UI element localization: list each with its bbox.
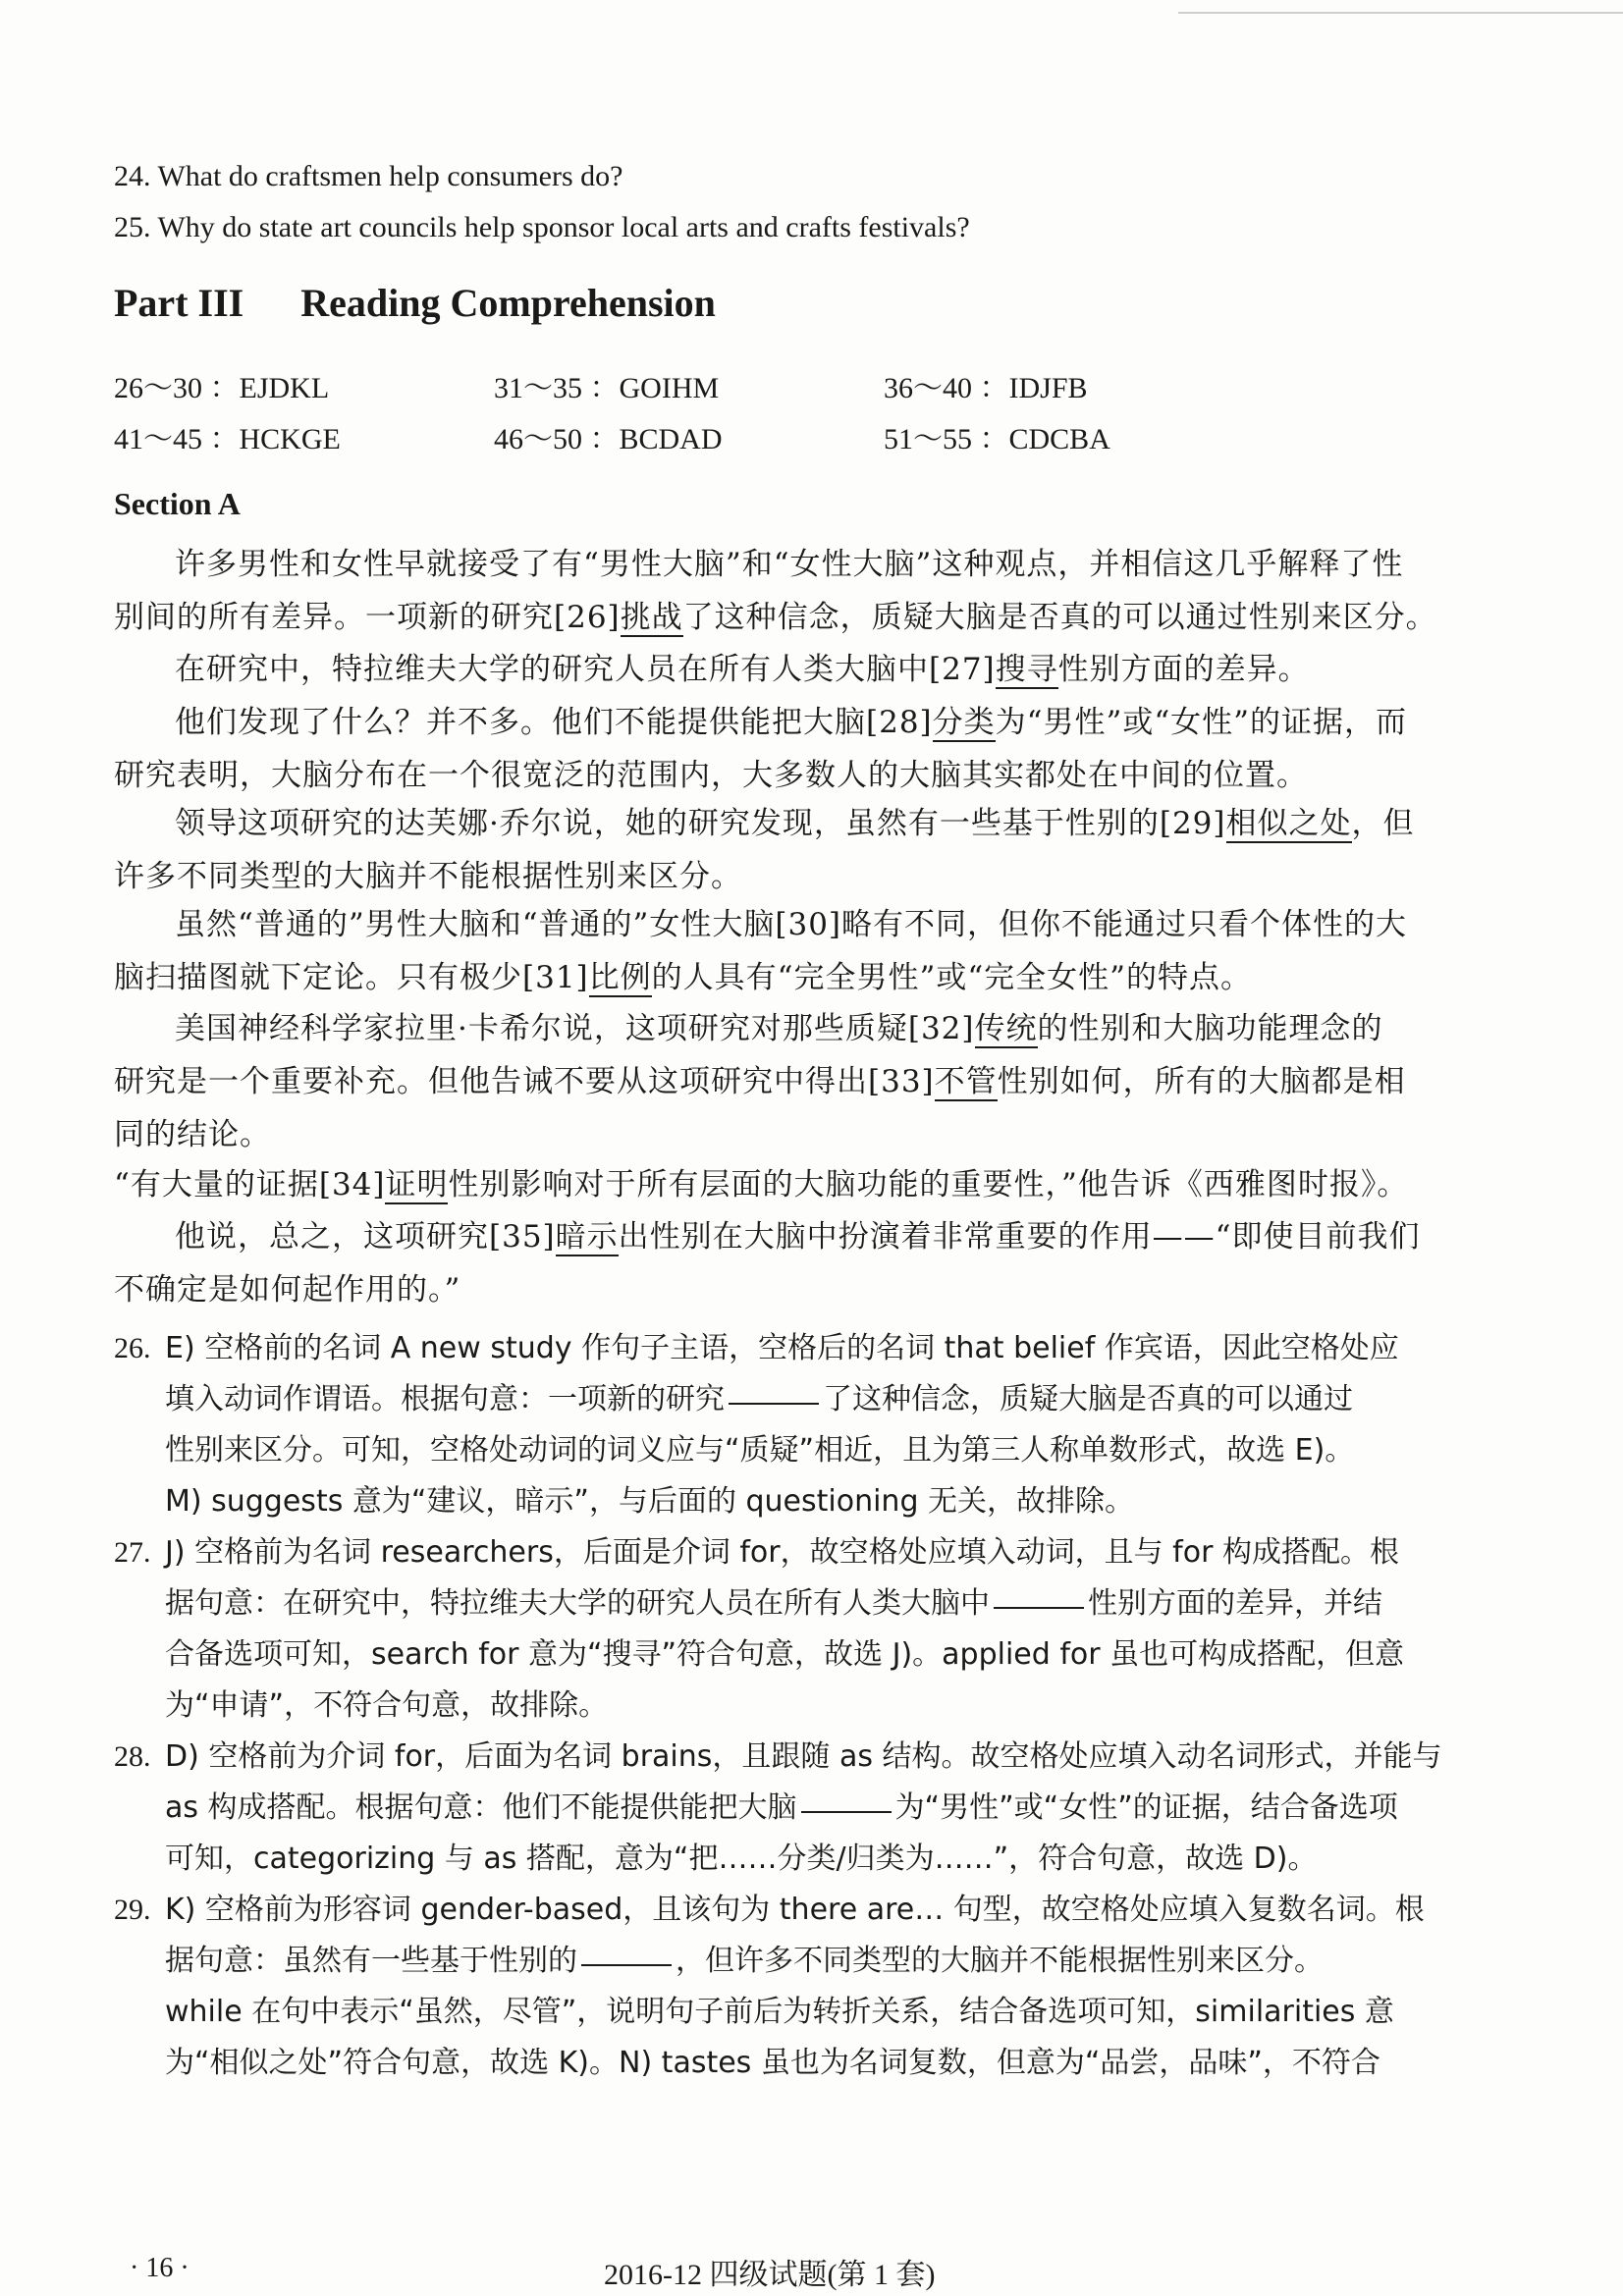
translation-paragraph-3: 他们发现了什么？并不多。他们不能提供能把大脑[28]分类为“男性”或“女性”的证据，而 研究表明，大脑分布在一个很宽泛的范围内，大多数人的大脑其实都处在中间的位置。 <box>114 705 1408 793</box>
answer-key-26-30: 26～30 ：EJDKL <box>114 372 330 404</box>
explanation-number: 27. <box>114 1536 151 1569</box>
question-25: 25. Why do state art councils help sponsor local arts and crafts festivals? <box>114 211 970 243</box>
answer-key-46-50: 46～50 ：BCDAD <box>494 423 723 455</box>
answer-underline-27: 搜寻 <box>995 652 1058 687</box>
translation-paragraph-1: 许多男性和女性早就接受了有“男性大脑”和“女性大脑”这种观点，并相信这几乎解释了性 别间的所有差异。一项新的研究[26]挑战了这种信念，质疑大脑是否真的可以通过性别来区分。 <box>114 547 1437 635</box>
blank-line <box>801 1810 892 1813</box>
answer-underline-33: 不管 <box>934 1064 998 1099</box>
translation-paragraph-8: 他说，总之，这项研究[35]暗示出性别在大脑中扮演着非常重要的作用——“即使目前我们 不确定是如何起作用的。” <box>114 1219 1421 1308</box>
part-title: Reading Comprehension <box>300 281 716 325</box>
explanation-26: 26. E) 空格前的名词 A new study 作句子主语，空格后的名词 that belief 作宾语，因此空格处应 填入动词作谓语。根据句意：一项新的研究 了这种信念，质疑大脑是否真的可以通过 性别来区分。可知，空格处动词的词义应与“质疑”相近，且为第三人称单数形式，故选 E)。 M) suggests 意为“建议，暗示”，与后面的 questioning 无关，故排除。 <box>114 1323 1479 1374</box>
translation-paragraph-2: 在研究中，特拉维夫大学的研究人员在所有人类大脑中[27]搜寻性别方面的差异。 <box>175 652 1310 687</box>
explanation-29: 29. K) 空格前为形容词 gender-based，且该句为 there are… 句型，故空格处应填入复数名词。根 据句意：虽然有一些基于性别的 ，但许多不同类型的大脑并不能根据性别来区分。 while 在句中表示“虽然，尽管”，说明句子前后为转折关系，结合备选项可知，similarities 意 为“相似之处”符合句意，故选 K)。N) tastes 虽也为名词复数，但意为“品尝，品味”，不符合 <box>114 1885 1479 1936</box>
translation-paragraph-6: 美国神经科学家拉里·卡希尔说，这项研究对那些质疑[32]传统的性别和大脑功能理念的 研究是一个重要补充。但他告诫不要从这项研究中得出[33]不管性别如何，所有的大脑都是相 同的结论。 <box>114 1011 1406 1152</box>
answer-key-51-55: 51～55 ：CDCBA <box>884 423 1110 455</box>
answer-key-31-35: 31～35 ：GOIHM <box>494 372 720 404</box>
translation-paragraph-7: “有大量的证据[34]证明性别影响对于所有层面的大脑功能的重要性，”他告诉《西雅图时报》。 <box>114 1167 1409 1202</box>
footer-title: 2016-12 四级试题(第 1 套) <box>604 2259 936 2291</box>
translation-paragraph-5: 虽然“普通的”男性大脑和“普通的”女性大脑[30]略有不同，但你不能通过只看个体性的大 脑扫描图就下定论。只有极少[31]比例的人具有“完全男性”或“完全女性”的特点。 <box>114 907 1408 995</box>
answer-underline-31: 比例 <box>588 960 652 995</box>
explanation-number: 29. <box>114 1894 151 1926</box>
answer-key-41-45: 41～45 ：HCKGE <box>114 423 341 455</box>
explanation-number: 28. <box>114 1740 151 1773</box>
scan-edge-line <box>1178 12 1623 14</box>
answer-underline-35: 暗示 <box>555 1219 619 1255</box>
blank-line <box>994 1606 1084 1609</box>
page-number: · 16 · <box>130 2253 189 2283</box>
question-24: 24. What do craftsmen help consumers do? <box>114 160 623 192</box>
explanation-28: 28. D) 空格前为介词 for，后面为名词 brains，且跟随 as 结构。故空格处应填入动名词形式，并能与 as 构成搭配。根据句意：他们不能提供能把大脑 为“男性”或“女性”的证据，结合备选项 可知，categorizing 与 as 搭配，意为“把……分类/归类为……”，符合句意，故选 D)。 <box>114 1732 1479 1783</box>
blank-line <box>581 1963 672 1966</box>
section-heading: Section A <box>114 486 241 521</box>
translation-paragraph-4: 领导这项研究的达芙娜·乔尔说，她的研究发现，虽然有一些基于性别的[29]相似之处，但 许多不同类型的大脑并不能根据性别来区分。 <box>114 806 1415 894</box>
blank-line <box>729 1402 819 1405</box>
answer-underline-29: 相似之处 <box>1225 806 1352 841</box>
explanation-27: 27. J) 空格前为名词 researchers，后面是介词 for，故空格处应填入动词，且与 for 构成搭配。根 据句意：在研究中，特拉维夫大学的研究人员在所有人类大脑中 性别方面的差异，并结 合备选项可知，search for 意为“搜寻”符合句意，故选 J)。applied for 虽也可构成搭配，但意 为“申请”，不符合句意，故排除。 <box>114 1527 1479 1578</box>
explanation-number: 26. <box>114 1332 151 1364</box>
answer-underline-32: 传统 <box>974 1011 1038 1046</box>
answer-underline-28: 分类 <box>932 705 996 740</box>
part-number: Part III <box>114 281 244 325</box>
answer-underline-34: 证明 <box>385 1167 449 1202</box>
part-heading <box>114 280 716 326</box>
answer-key-36-40: 36～40 ：IDJFB <box>884 372 1088 404</box>
answer-underline-26: 挑战 <box>620 600 683 635</box>
